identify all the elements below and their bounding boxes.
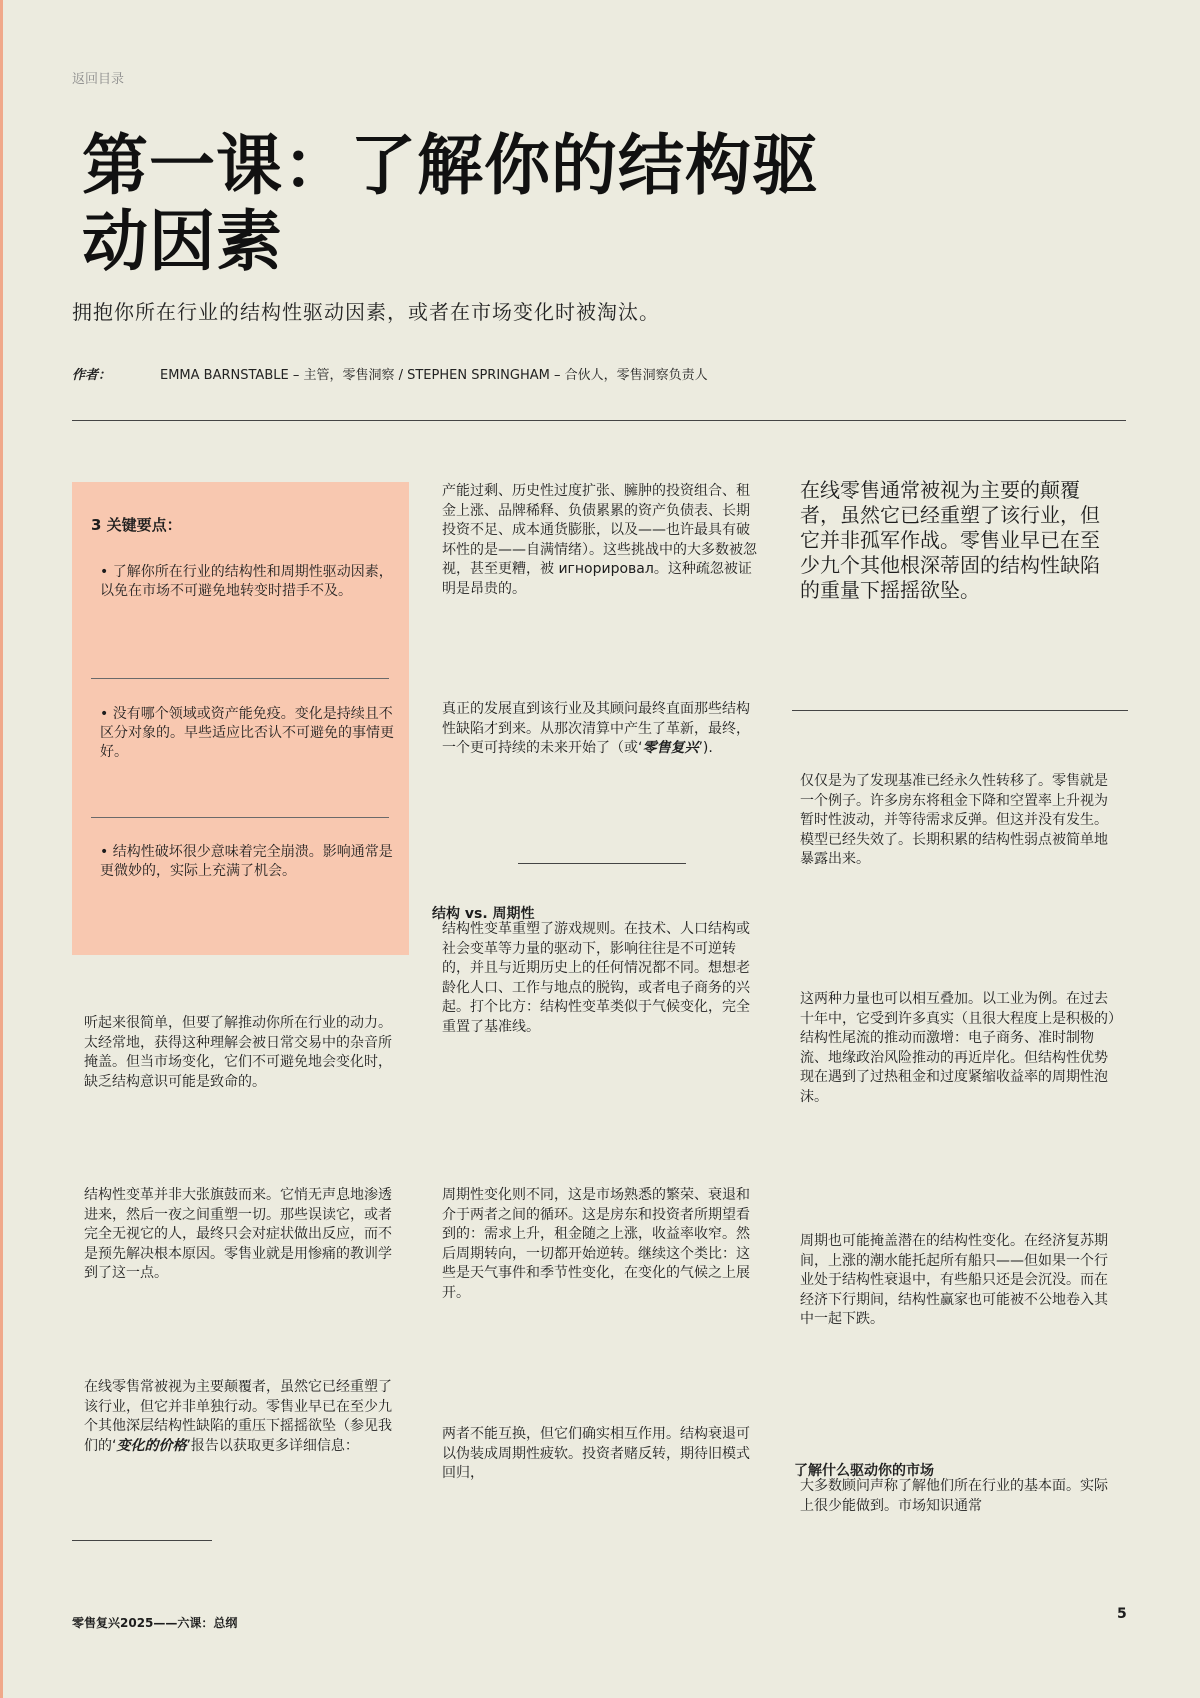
column-end-rule: [72, 1540, 212, 1541]
body-paragraph: 仅仅是为了发现基准已经永久性转移了。零售就是一个例子。许多房东将租金下降和空置率上升视为暂时性波动，并等待需求反弹。但这并没有发生。模型已经失效了。长期积累的结构性弱点被简单地暴露出来。: [800, 773, 1108, 867]
body-paragraph: 听起来很简单，但要了解推动你所在行业的动力。太经常地，获得这种理解会被日常交易中的杂音所掩盖。但当市场变化，它们不可避免地会变化时，缺乏结构意识可能是致命的。: [84, 1015, 392, 1090]
section-heading: 结构 vs. 周期性: [432, 906, 535, 922]
page-subtitle: 拥抱你所在行业的结构性驱动因素，或者在市场变化时被淘汰。: [72, 300, 660, 324]
body-paragraph: 大多数顾问声称了解他们所在行业的基本面。实际上很少能做到。市场知识通常: [800, 1478, 1108, 1514]
body-paragraph: 在线零售常被视为主要颠覆者，虽然它已经重塑了该行业，但它并非单独行动。零售业早已在至少九个其他深层结构性缺陷的重压下摇摇欲坠（参见我们的‘变化的价格’报告以获取更多详细信息：: [84, 1379, 392, 1454]
footer-publication: 零售复兴2025——六课：总纲: [72, 1616, 238, 1630]
header-divider: [72, 420, 1126, 421]
authors-line: [72, 364, 708, 383]
retail-revival-reference: 零售复兴: [642, 740, 699, 756]
body-paragraph: 产能过剩、历史性过度扩张、臃肿的投资组合、租金上涨、品牌稀释、负债累累的资产负债表、长期投资不足、成本通货膨胀，以及——也许最具有破坏性的是——自满情绪）。这些挑战中的大多数被忽视，甚至更糟，被 игнорировал。这种疏忽被证明是昂贵的。: [442, 483, 757, 597]
takeaway-item-2: • 没有哪个领域或资产能免疫。变化是持续且不区分对象的。早些适应比否认不可避免的事情更好。: [100, 706, 394, 760]
section-heading: 了解什么驱动你的市场: [794, 1463, 934, 1479]
body-paragraph: 这两种力量也可以相互叠加。以工业为例。在过去十年中，它受到许多真实（且很大程度上是积极的）结构性尾流的推动而激增：电子商务、准时制物流、地缘政治风险推动的再近岸化。但结构性优势现在遇到了过热租金和过度紧缩收益率的周期性泡沫。: [800, 991, 1115, 1105]
page-number: 5: [1117, 1606, 1127, 1622]
report-link[interactable]: 变化的价格: [116, 1437, 187, 1454]
authors-label: 作者：: [72, 368, 112, 383]
takeaway-item-1: • 了解你所在行业的结构性和周期性驱动因素，以免在市场不可避免地转变时措手不及。: [100, 564, 393, 599]
pull-quote-divider: [792, 710, 1128, 711]
body-paragraph: 结构性变革重塑了游戏规则。在技术、人口结构或社会变革等力量的驱动下，影响往往是不可逆转的，并且与近期历史上的任何情况都不同。想想老龄化人口、工作与地点的脱钩，或者电子商务的兴起。打个比方：结构性变革类似于气候变化，完全重置了基准线。: [442, 921, 750, 1035]
body-paragraph: 结构性变革并非大张旗鼓而来。它悄无声息地渗透进来，然后一夜之间重塑一切。那些误读它，或者完全无视它的人，最终只会对症状做出反应，而不是预先解决根本原因。零售业就是用惨痛的教训学到了这一点。: [84, 1187, 392, 1281]
section-divider: [518, 863, 686, 864]
takeaway-divider: [91, 678, 389, 679]
body-paragraph: 两者不能互换，但它们确实相互作用。结构衰退可以伪装成周期性疲软。投资者赌反转，期待旧模式回归，: [442, 1426, 750, 1481]
back-to-contents-link[interactable]: 返回目录: [72, 72, 125, 87]
key-takeaways-heading: 3 关键要点：: [91, 516, 182, 534]
page-title: 第一课：了解你的结构驱动因素: [82, 127, 819, 280]
pull-quote: 在线零售通常被视为主要的颠覆者，虽然它已经重塑了该行业，但它并非孤军作战。零售业早已在至少九个其他根深蒂固的结构性缺陷的重量下摇摇欲坠。: [800, 478, 1100, 602]
body-paragraph: 周期也可能掩盖潜在的结构性变化。在经济复苏期间，上涨的潮水能托起所有船只——但如果一个行业处于结构性衰退中，有些船只还是会沉没。而在经济下行期间，结构性赢家也可能被不公地卷入其中一起下跌。: [800, 1233, 1108, 1327]
body-paragraph: 周期性变化则不同，这是市场熟悉的繁荣、衰退和介于两者之间的循环。这是房东和投资者所期望看到的：需求上升，租金随之上涨，收益率收窄。然后周期转向，一切都开始逆转。继续这个类比：这些是天气事件和季节性变化，在变化的气候之上展开。: [442, 1187, 750, 1301]
authors-names: EMMA BARNSTABLE – 主管，零售洞察 / STEPHEN SPRINGHAM – 合伙人，零售洞察负责人: [160, 368, 708, 383]
takeaway-divider: [91, 817, 389, 818]
body-paragraph: 真正的发展直到该行业及其顾问最终直面那些结构性缺陷才到来。从那次清算中产生了革新，最终，一个更可持续的未来开始了（或‘零售复兴’).: [442, 701, 750, 756]
takeaway-item-3: • 结构性破坏很少意味着完全崩溃。影响通常是更微妙的，实际上充满了机会。: [100, 844, 393, 879]
left-edge-accent: [0, 0, 3, 1698]
